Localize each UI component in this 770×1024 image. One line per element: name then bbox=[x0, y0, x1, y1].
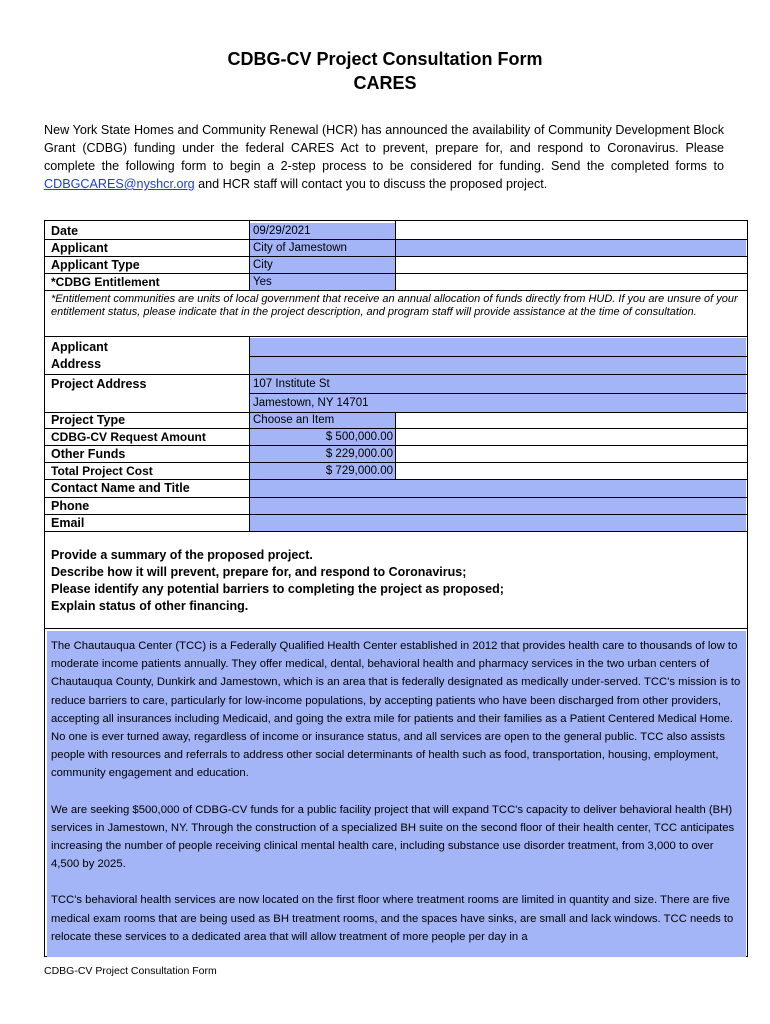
project-address-label: Project Address bbox=[51, 377, 147, 391]
applicant-address-label-line2: Address bbox=[51, 357, 102, 371]
email-label: Email bbox=[51, 516, 85, 530]
date-field[interactable]: 09/29/2021 bbox=[250, 223, 395, 239]
project-type-select[interactable]: Choose an Item bbox=[250, 413, 395, 428]
entitlement-note: *Entitlement communities are units of local government that receive an annual allocation of funds directly from HUD. If you are unsure of your entitlement status, please indicate that in the project description, and program staff will provide assistance at the time of consultation. bbox=[51, 293, 738, 318]
applicant-address-line2-field[interactable] bbox=[250, 357, 746, 374]
row-divider bbox=[45, 628, 747, 629]
applicant-field[interactable]: City of Jamestown bbox=[250, 240, 746, 256]
row-divider bbox=[45, 531, 747, 532]
row-divider bbox=[45, 239, 747, 240]
row-divider bbox=[45, 273, 747, 274]
applicant-type-field[interactable]: City bbox=[250, 257, 395, 273]
total-cost-field[interactable]: $ 729,000.00 bbox=[250, 463, 395, 479]
contact-field[interactable] bbox=[250, 480, 746, 497]
prompt-line: Explain status of other financing. bbox=[51, 599, 249, 613]
email-link[interactable]: CDBGCARES@nyshcr.org bbox=[44, 177, 195, 191]
prompt-line: Provide a summary of the proposed project. bbox=[51, 548, 313, 562]
form-subtitle: CARES bbox=[353, 73, 417, 93]
entitlement-field[interactable]: Yes bbox=[250, 274, 395, 290]
row-divider bbox=[45, 374, 747, 375]
column-divider bbox=[249, 337, 250, 532]
other-funds-field[interactable]: $ 229,000.00 bbox=[250, 446, 395, 462]
intro-paragraph bbox=[44, 121, 724, 193]
column-divider bbox=[395, 412, 396, 480]
summary-paragraph: We are seeking $500,000 of CDBG-CV funds for a public facility project that will expand TCC's capacity to deliver behavioral health (BH) services in Jamestown, NY. Through the construction of a specialized BH suite on the second floor of their health center, TCC anticipates increasing the number of people receiving clinical mental health care, including substance use disorder treatment, from 3,000 to over 4,500 by 2025. bbox=[51, 803, 735, 871]
row-divider bbox=[45, 412, 747, 413]
entitlement-label: *CDBG Entitlement bbox=[51, 275, 160, 289]
intro-text-start: New York State Homes and Community Renewal (HCR) has announced the availability of Community Development Block Grant (CDBG) funding under the federal CARES Act to prevent, prepare for, and respond to Coronavirus. Please complete the following form to begin a 2-step process to be considered for funding. Send the completed forms to bbox=[44, 123, 724, 173]
phone-label: Phone bbox=[51, 499, 90, 513]
contact-label: Contact Name and Title bbox=[51, 481, 190, 495]
row-divider bbox=[45, 497, 747, 498]
applicant-label: Applicant bbox=[51, 241, 108, 255]
phone-field[interactable] bbox=[250, 498, 746, 514]
row-divider bbox=[45, 479, 747, 480]
applicant-type-label: Applicant Type bbox=[51, 258, 140, 272]
row-divider bbox=[45, 256, 747, 257]
date-label: Date bbox=[51, 224, 79, 238]
row-divider bbox=[45, 445, 747, 446]
prompt-line: Describe how it will prevent, prepare for, and respond to Coronavirus; bbox=[51, 565, 467, 579]
row-divider bbox=[45, 290, 747, 291]
total-cost-label: Total Project Cost bbox=[51, 464, 153, 478]
applicant-address-line1-field[interactable] bbox=[250, 338, 746, 356]
project-address-line2-field[interactable]: Jamestown, NY 14701 bbox=[250, 394, 746, 412]
row-divider bbox=[45, 428, 747, 429]
other-funds-label: Other Funds bbox=[51, 447, 126, 461]
summary-prompt bbox=[51, 547, 504, 615]
page-footer: CDBG-CV Project Consultation Form bbox=[44, 965, 217, 977]
email-field[interactable] bbox=[250, 515, 746, 531]
form-title: CDBG-CV Project Consultation Form bbox=[227, 49, 543, 69]
project-type-label: Project Type bbox=[51, 413, 126, 427]
summary-paragraph: The Chautauqua Center (TCC) is a Federally Qualified Health Center established in 2012 that provides health care to thousands of low to moderate income patients annually. They offer medical, dental, behavioral health and pharmacy services in the two urban centers of Chautauqua County, Dunkirk and Jamestown, which is an area that is federally designated as medically under-served. TCC's mission is to reduce barriers to care, particularly for low-income populations, by accepting patients who have been discharged from other providers, accepting all insurances including Medicaid, and going the extra mile for patients and their families as a Patient Centered Medical Home. No one is ever turned away, regardless of income or insurance status, and all services are open to the general public. TCC also assists people with resources and referrals to address other social determinants of health such as food, transportation, housing, employment, community engagement and education. bbox=[51, 640, 741, 780]
request-amount-label: CDBG-CV Request Amount bbox=[51, 430, 206, 444]
row-divider bbox=[45, 336, 747, 337]
summary-paragraph: TCC's behavioral health services are now located on the first floor where treatment rooms are limited in quantity and size. There are five medical exam rooms that are being used as BH treatment rooms, and the spaces have sinks, are small and lack windows. TCC needs to relocate these services to a dedicated area that will allow treatment of more people per day in a bbox=[51, 894, 734, 943]
request-amount-field[interactable]: $ 500,000.00 bbox=[250, 429, 395, 445]
project-address-line1-field[interactable]: 107 Institute St bbox=[250, 375, 746, 393]
project-summary-textarea[interactable] bbox=[47, 631, 746, 957]
consultation-form bbox=[44, 220, 748, 957]
row-divider bbox=[249, 356, 747, 357]
row-divider bbox=[45, 462, 747, 463]
applicant-address-label-line1: Applicant bbox=[51, 340, 108, 354]
prompt-line: Please identify any potential barriers to completing the project as proposed; bbox=[51, 582, 504, 596]
row-divider bbox=[249, 393, 747, 394]
row-divider bbox=[45, 514, 747, 515]
intro-text-end: and HCR staff will contact you to discuss the proposed project. bbox=[194, 177, 548, 191]
